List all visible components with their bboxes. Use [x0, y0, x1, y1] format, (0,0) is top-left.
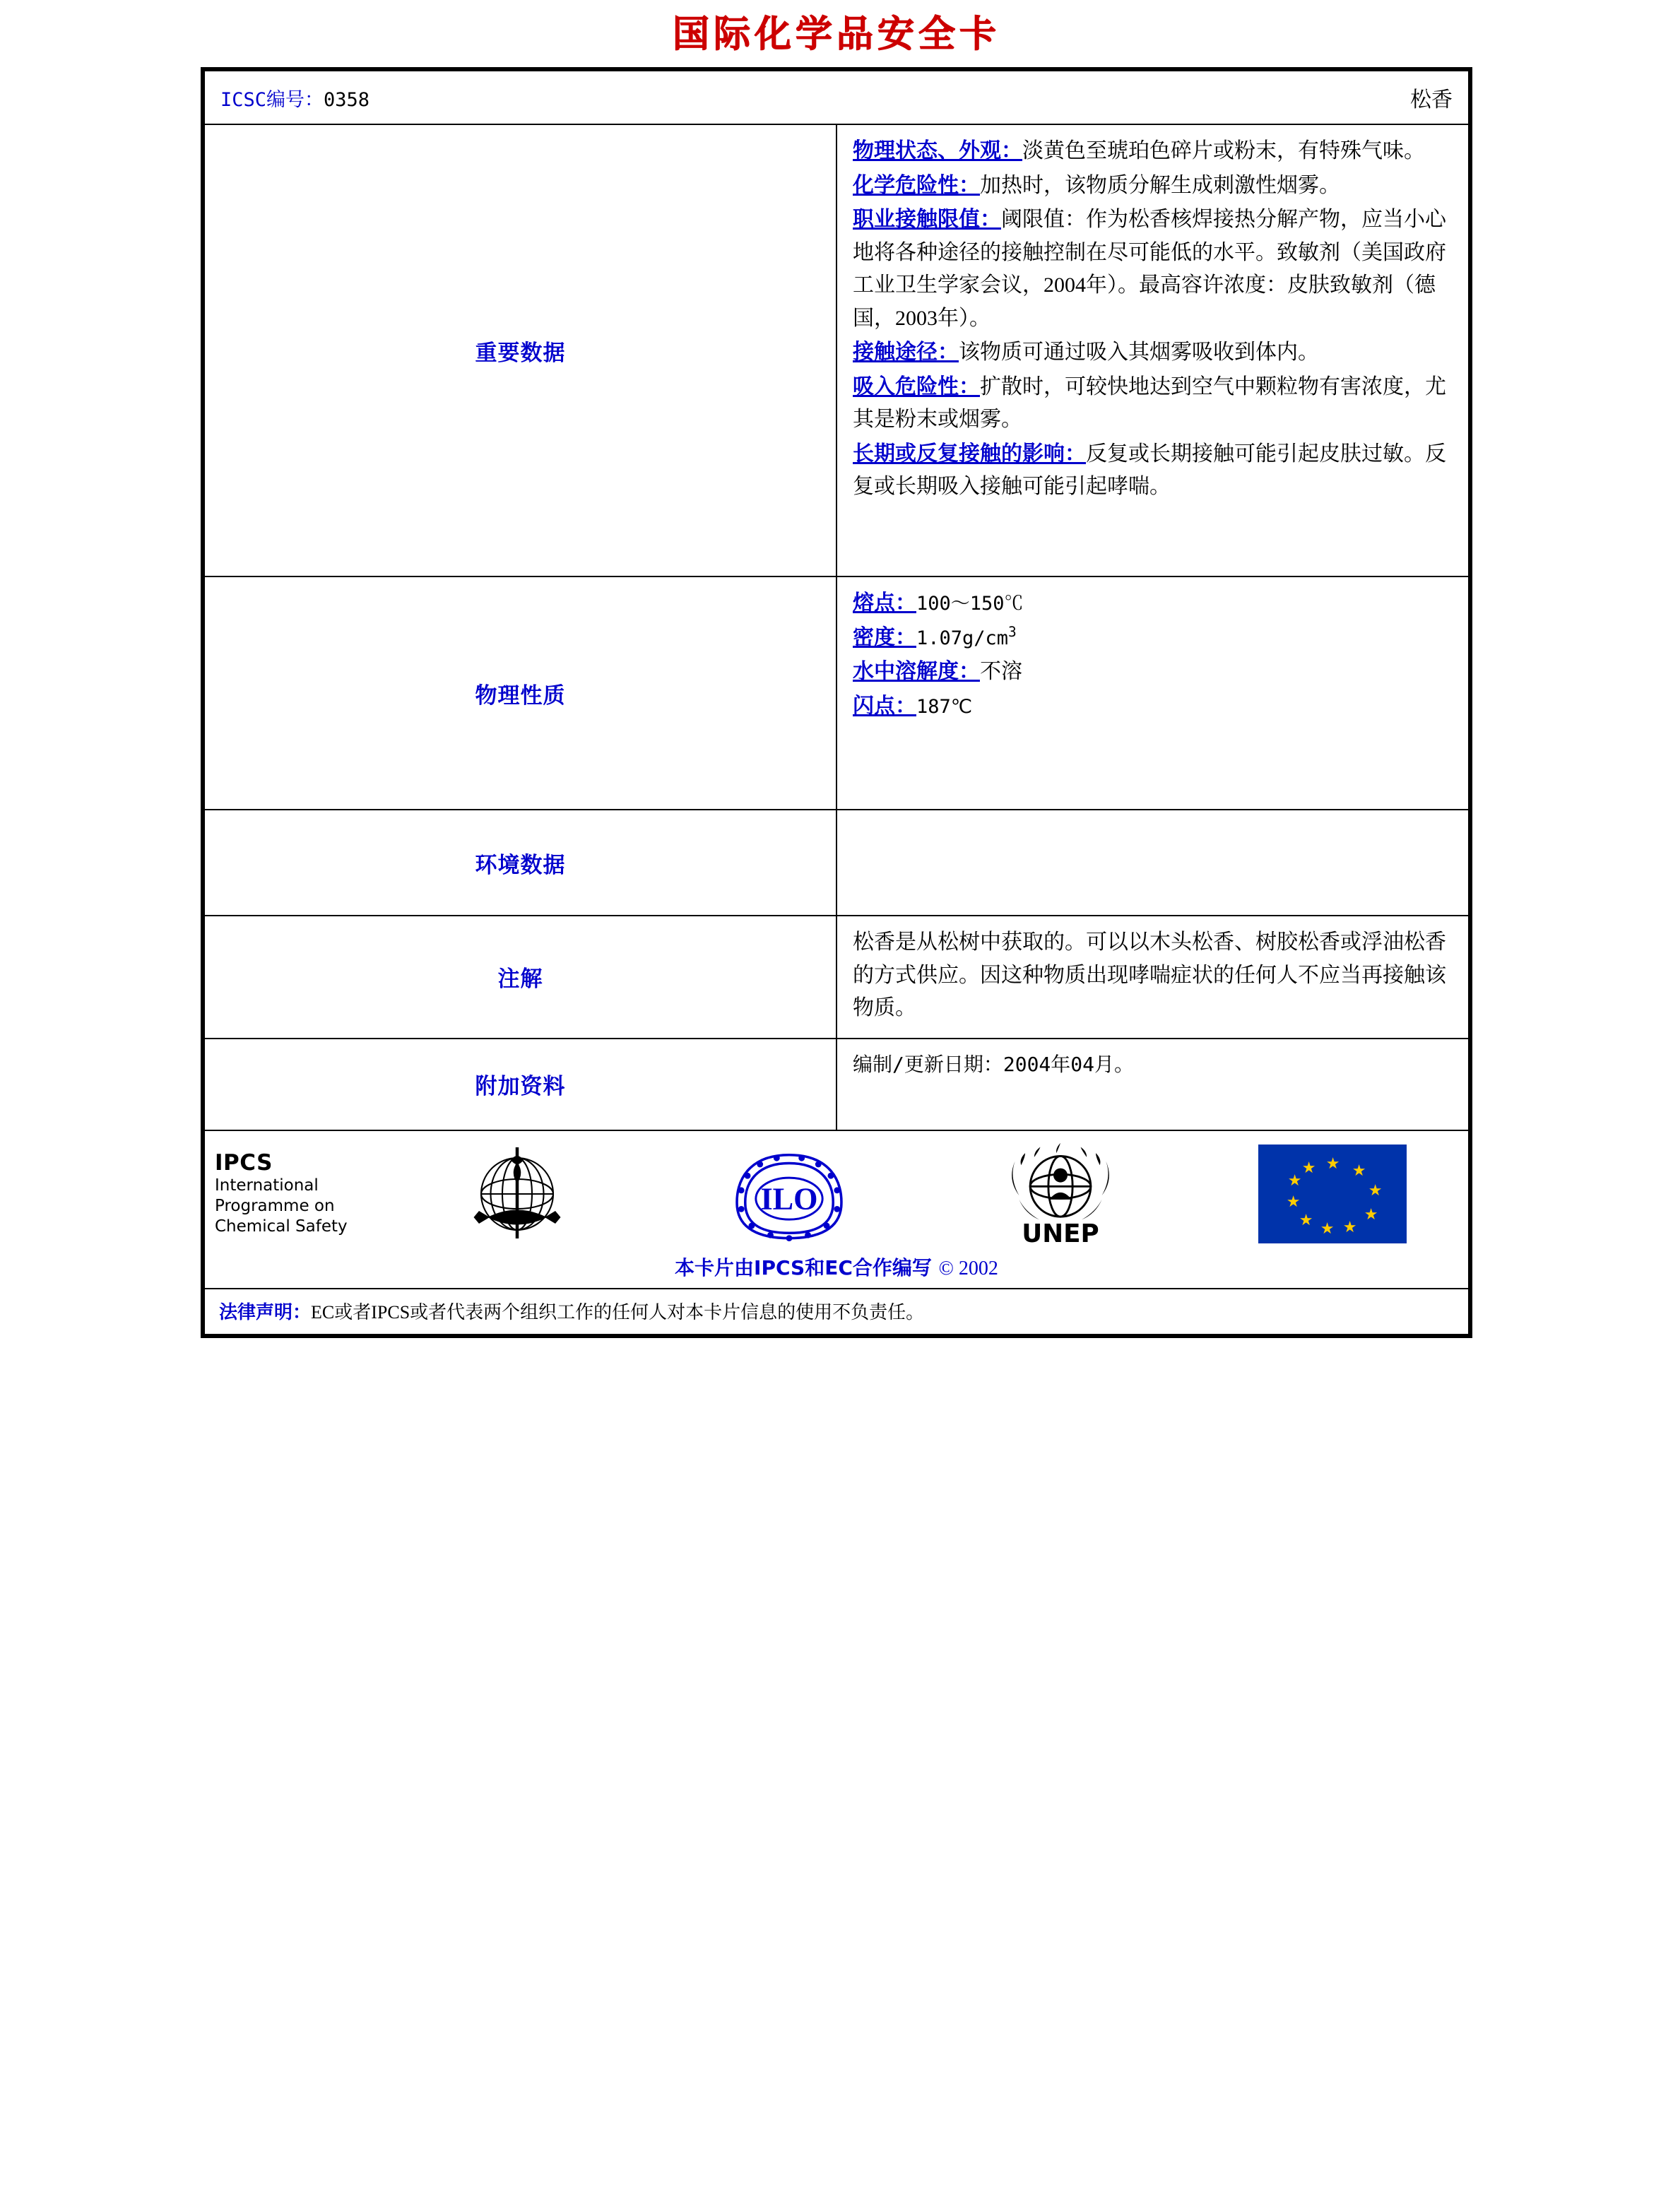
environment-data-row [204, 810, 1469, 916]
legal-cell [204, 1289, 1469, 1335]
water-solubility [853, 656, 1453, 689]
who-logo [464, 1141, 570, 1247]
legal-label: 法律声明： [219, 1301, 312, 1323]
field-text: 1.07g/cm [916, 627, 1009, 649]
flash-point [853, 690, 1453, 723]
field-head: 职业接触限值： [853, 208, 1001, 231]
ipcs-line1: International [215, 1176, 319, 1195]
physical-properties-cell [836, 576, 1469, 810]
physical-properties-row [204, 576, 1469, 810]
credit-text: 本卡片由IPCS和EC合作编写 [675, 1255, 932, 1279]
eu-flag: ★ ★ ★ ★ ★ ★ ★ ★ ★ ★ [1258, 1145, 1407, 1243]
field-text: 加热时，该物质分解生成刺激性烟雾。 [980, 173, 1340, 197]
icsc-table [203, 70, 1470, 1335]
field-head: 熔点： [853, 591, 916, 615]
icsc-card [201, 67, 1472, 1338]
important-item-routes [853, 336, 1453, 369]
svg-text:ILO: ILO [760, 1181, 818, 1216]
ipcs-line3: Chemical Safety [215, 1217, 348, 1236]
substance-name: 松香 [1410, 88, 1453, 112]
credit-line [205, 1250, 1468, 1288]
ilo-logo [726, 1145, 853, 1243]
footer-logos-cell [204, 1130, 1469, 1289]
icsc-number-value: 0358 [324, 88, 370, 111]
unep-logo [993, 1141, 1128, 1247]
field-head: 闪点： [853, 694, 916, 718]
additional-info-label: 附加资料 [204, 1039, 836, 1130]
ipcs-block [205, 1150, 382, 1236]
important-item-inhalation-risk [853, 371, 1453, 437]
melting-point [853, 587, 1453, 620]
additional-info-text: 编制/更新日期：2004年04月。 [853, 1052, 1135, 1076]
who-logo-slot [382, 1141, 654, 1247]
field-head: 长期或反复接触的影响： [853, 442, 1086, 466]
card-header-row [204, 71, 1469, 124]
notes-row [204, 916, 1469, 1039]
field-head: 吸入危险性： [853, 374, 980, 398]
page-title: 国际化学品安全卡 [672, 13, 1000, 56]
density-exponent: 3 [1008, 623, 1017, 640]
environment-data-text [837, 810, 1468, 833]
important-item-chemical-danger [853, 170, 1453, 203]
field-text: 阈限值：作为松香核焊接热分解产物，应当小心地将各种途径的接触控制在尽可能低的水平。致敏剂（美国政府工业卫生学家会议，2004年）。最高容许浓度：皮肤致敏剂（德国，2003年）。 [853, 208, 1446, 330]
field-head: 物理状态、外观： [853, 139, 1022, 162]
ilo-logo-slot [654, 1145, 926, 1243]
copyright: © 2002 [938, 1257, 998, 1279]
field-text: 反复或长期接触可能引起皮肤过敏。反复或长期吸入接触可能引起哮喘。 [853, 442, 1446, 498]
notes-cell [836, 916, 1469, 1039]
important-item-physical-state [853, 135, 1453, 168]
environment-data-cell [836, 810, 1469, 916]
field-text: 淡黄色至琥珀色碎片或粉末，有特殊气味。 [1022, 139, 1425, 162]
field-text: 100～150℃ [916, 593, 1024, 615]
unep-logo-slot [925, 1141, 1197, 1247]
field-head: 接触途径： [853, 341, 959, 364]
physical-properties-label: 物理性质 [204, 576, 836, 810]
legal-text: EC或者IPCS或者代表两个组织工作的任何人对本卡片信息的使用不负责任。 [311, 1301, 925, 1323]
field-text: 该物质可通过吸入其烟雾吸收到体内。 [959, 341, 1319, 364]
important-data-row [204, 124, 1469, 576]
svg-text:UNEP: UNEP [1022, 1219, 1099, 1247]
field-text: 187℃ [916, 695, 973, 718]
ipcs-abbr: IPCS [215, 1150, 273, 1176]
field-head: 化学危险性： [853, 173, 980, 197]
footer-logos-row [204, 1130, 1469, 1289]
field-head: 密度： [853, 625, 916, 649]
icsc-number-group [220, 84, 370, 112]
important-data-label: 重要数据 [204, 124, 836, 576]
notes-text: 松香是从松树中获取的。可以以木头松香、树胶松香或浮油松香的方式供应。因这种物质出现哮喘症状的任何人不应当再接触该物质。 [853, 930, 1446, 1019]
important-data-cell [836, 124, 1469, 576]
density [853, 622, 1453, 655]
ipcs-line2: Programme on [215, 1197, 335, 1216]
field-head: 水中溶解度： [853, 660, 980, 683]
field-text: 扩散时，可较快地达到空气中颗粒物有害浓度，尤其是粉末或烟雾。 [853, 374, 1446, 431]
notes-label: 注解 [204, 916, 836, 1039]
icsc-number-label: ICSC编号： [220, 88, 324, 111]
legal-row [204, 1289, 1469, 1335]
eu-flag-slot [1197, 1145, 1469, 1243]
important-item-exposure-limits [853, 203, 1453, 335]
important-item-long-term-effects [853, 438, 1453, 504]
additional-info-cell [836, 1039, 1469, 1130]
card-header-cell [204, 71, 1469, 124]
field-text: 不溶 [980, 660, 1022, 683]
additional-info-row [204, 1039, 1469, 1130]
environment-data-label: 环境数据 [204, 810, 836, 916]
